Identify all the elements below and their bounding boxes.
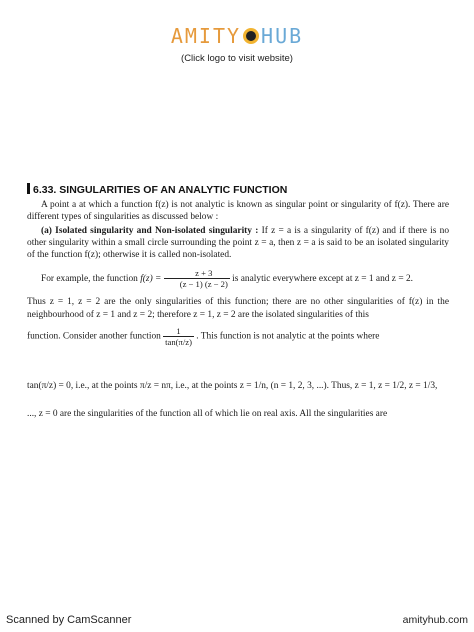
example-fn-label: f(z) =: [140, 274, 162, 284]
points-part-c: z = 1/n, (n = 1, 2, 3, ...). Thus, z = 1, z = 1/2, z = 1/3,: [239, 381, 438, 391]
amityhub-logo[interactable]: [0, 24, 474, 48]
logo-wordmark[interactable]: [171, 24, 303, 48]
points-part-a: tan(π/z) = 0, i.e., at the points: [27, 381, 138, 391]
another-intro: function. Consider another function: [27, 331, 161, 342]
paragraph-real-axis: ..., z = 0 are the singularities of the function all of which lie on real axis. All the singularities are: [27, 409, 388, 419]
heading-bar-icon: [27, 183, 30, 194]
paragraph-example: [27, 268, 449, 290]
paragraph-another: [27, 326, 449, 347]
scanner-credit: Scanned by CamScanner: [6, 614, 132, 626]
paragraph-definition: A point a at which a function f(z) is not analytic is known as singular point or singularity of f(z). There are different types of singularities as discussed below :: [27, 200, 449, 222]
logo-caption: (Click logo to visit website): [181, 53, 293, 64]
paragraph-isolated: [27, 225, 449, 261]
isolated-label: (a) Isolated singularity and Non-isolated singularity :: [41, 226, 259, 236]
isolated-text: If z = a is a singularity of f(z) and if there is no other singularity within a small circle surrounding the point z = a, then z = a is said to be an isolated singularity of the function f(z); otherwise it is called non-isolated.: [27, 226, 450, 260]
logo-amity-text: AMITY: [170, 24, 242, 48]
example-denominator: (z − 1) (z − 2): [179, 279, 228, 290]
another-numerator: 1: [163, 326, 194, 337]
example-intro: For example, the function: [41, 274, 138, 284]
another-fraction: [163, 326, 194, 347]
section-heading-text: 6.33. SINGULARITIES OF AN ANALYTIC FUNCTION: [33, 184, 288, 196]
example-fraction: [164, 268, 230, 289]
another-after: . This function is not analytic at the points where: [196, 331, 380, 342]
points-part-b: π/z = nπ, i.e., at the points: [139, 381, 238, 391]
site-link[interactable]: amityhub.com: [402, 614, 468, 626]
logo-ring-icon: [243, 28, 259, 44]
example-after: is analytic everywhere except at z = 1 and z = 2.: [232, 274, 413, 284]
section-heading: [27, 183, 287, 196]
example-numerator: z + 3: [164, 268, 230, 279]
paragraph-points: [27, 380, 449, 393]
paragraph-thus: Thus z = 1, z = 2 are the only singularities of this function; there are no other singularities of f(z) in the neighbourhood of z = 1 and z = 2; therefore z = 1, z = 2 are the isolated singularities of this: [27, 297, 449, 320]
logo-hub-text: HUB: [261, 24, 304, 48]
another-denominator: tan(π/z): [165, 337, 192, 347]
